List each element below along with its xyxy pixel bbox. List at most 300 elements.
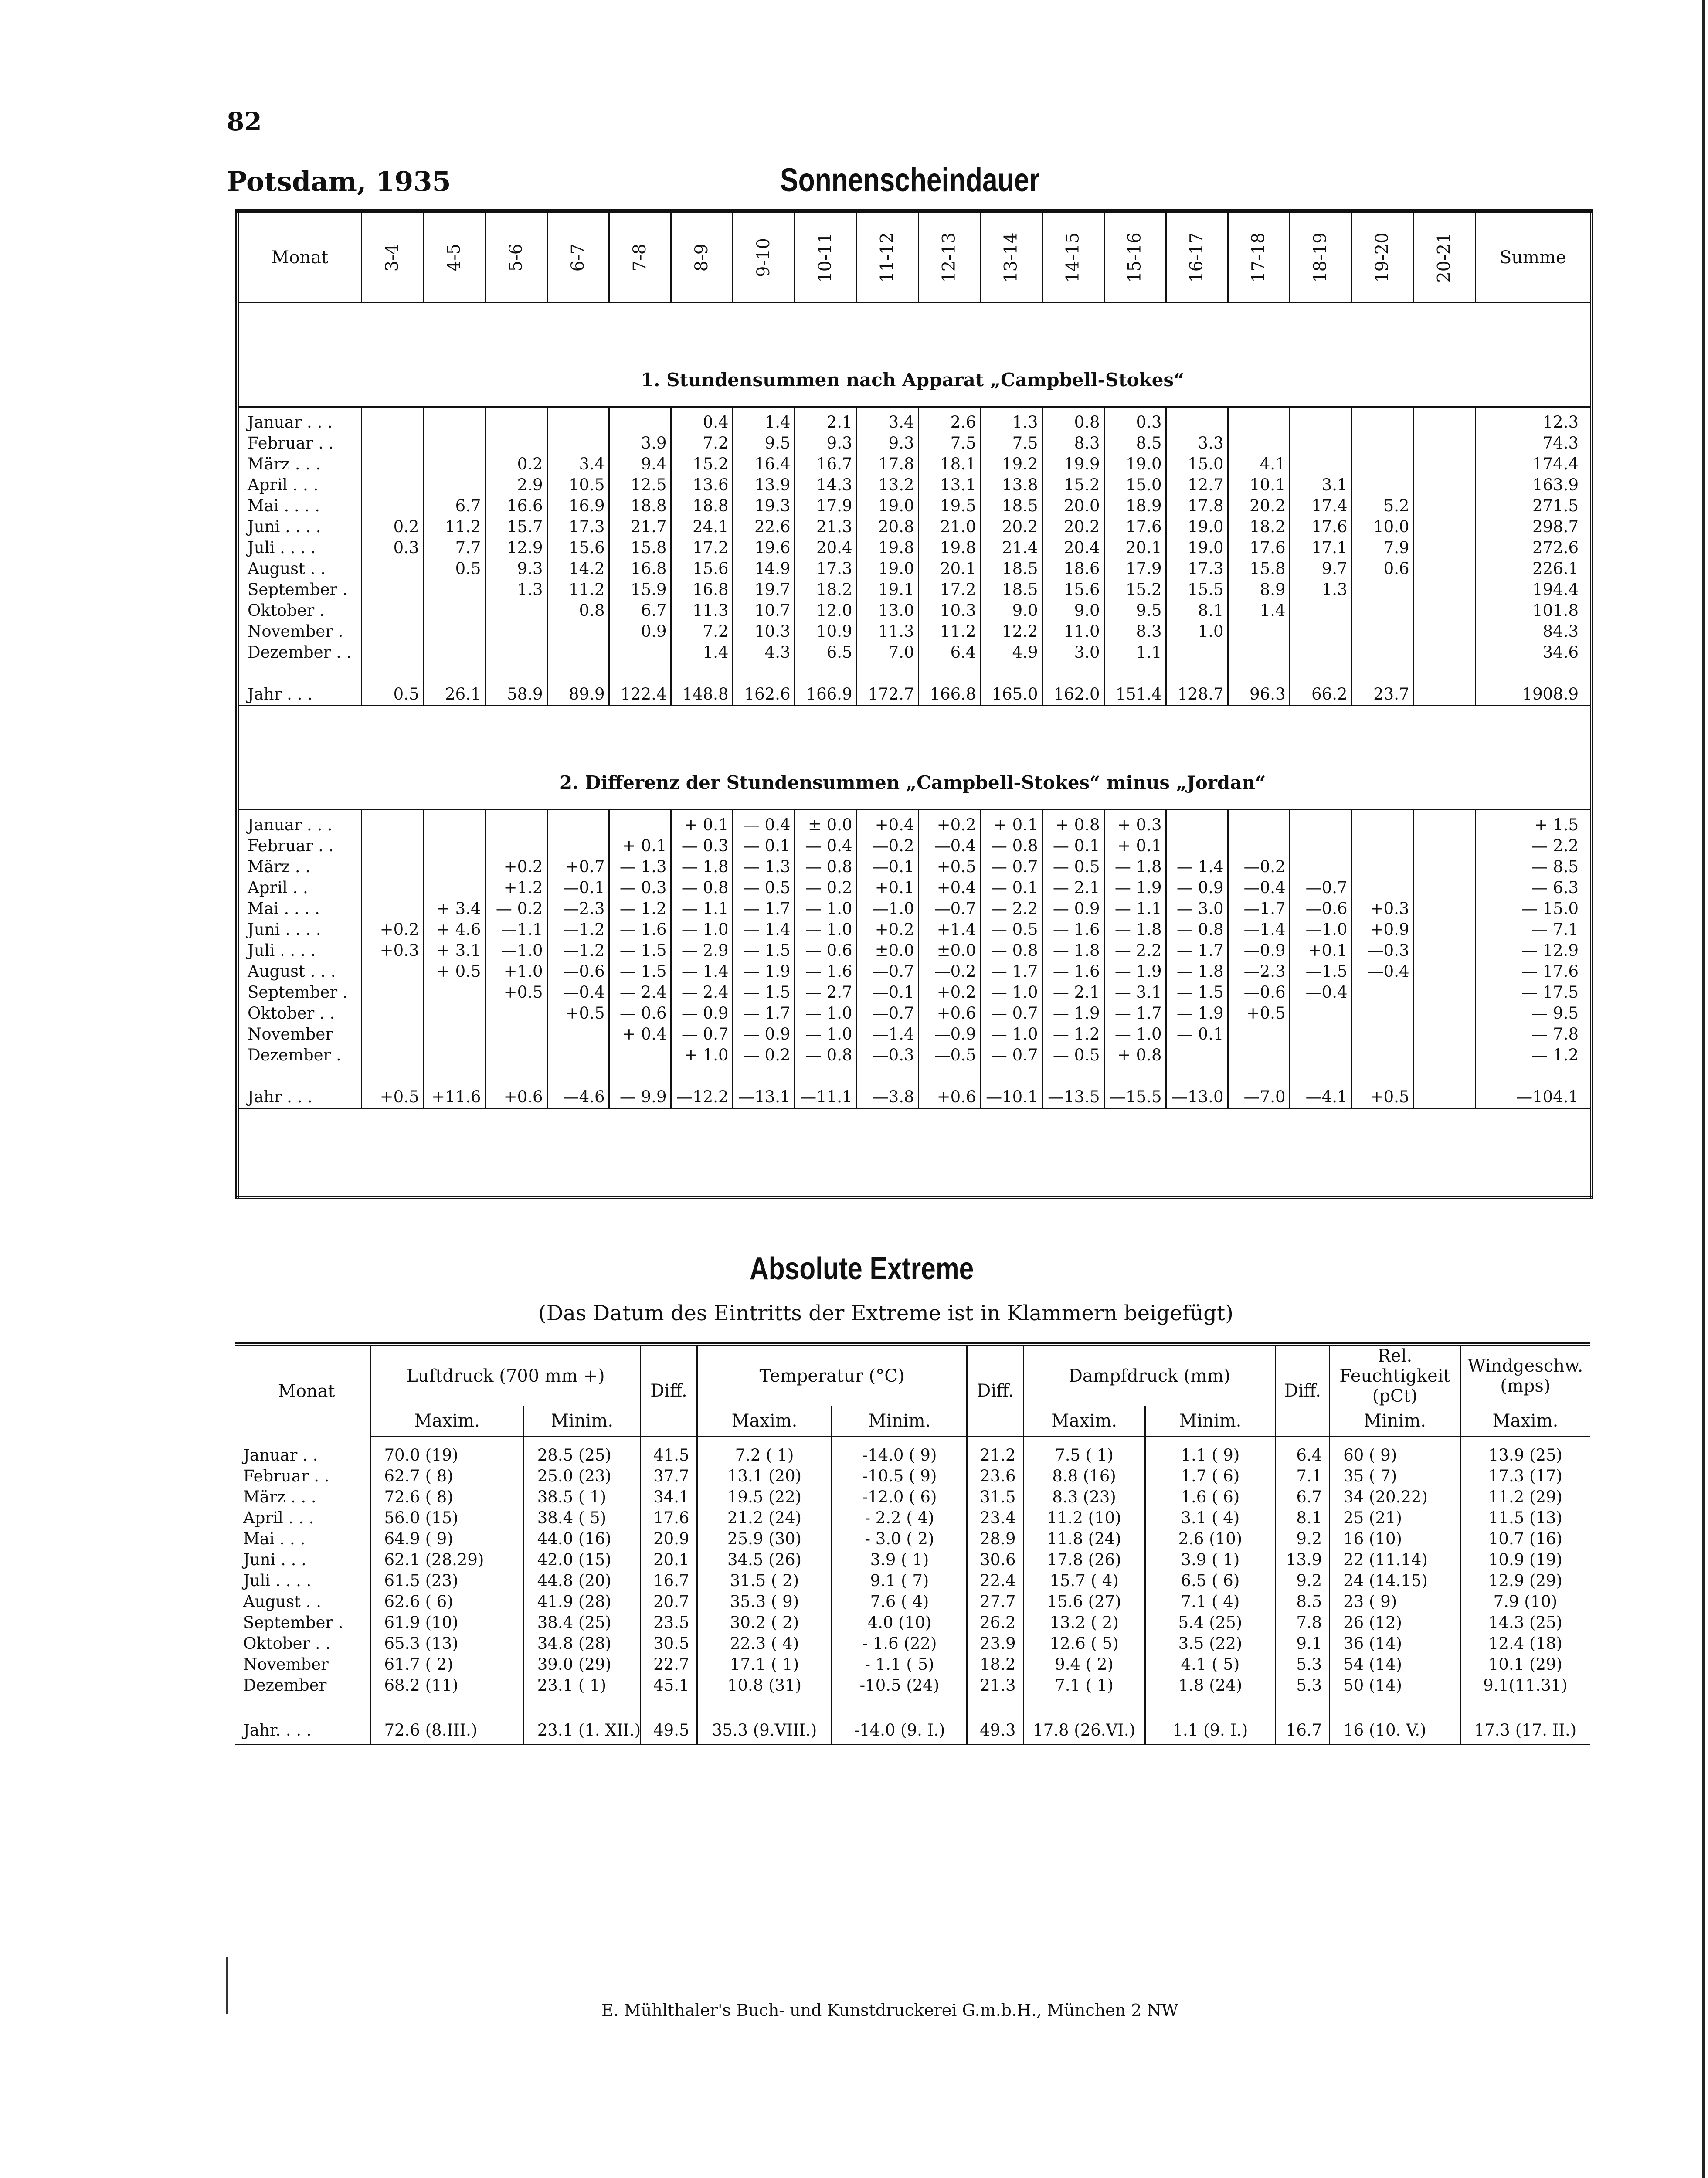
data-cell: — 1.4 [1166,856,1228,877]
year-cell: 128.7 [1166,684,1228,706]
data-cell [609,810,671,836]
ext-w-max-cell: 9.1(11.31) [1460,1675,1590,1696]
data-cell: 19.3 [733,496,795,516]
spacer [1460,1437,1590,1445]
spacer [1460,1696,1590,1717]
ext-p-min-cell: 38.4 (25) [523,1612,641,1633]
data-cell: ±0.0 [918,940,980,961]
data-cell [1351,1045,1413,1066]
data-cell: — 0.2 [485,898,547,919]
month-label: April . . [248,878,308,897]
col-header-hour [485,211,547,303]
data-cell: 1.3 [1290,579,1351,600]
ext-w-max-cell: 10.9 (19) [1460,1549,1590,1570]
spacer [1475,663,1592,684]
data-cell [423,407,485,433]
table-row [237,642,1592,663]
data-cell [423,877,485,898]
ext-v-min-cell: 7.1 ( 4) [1145,1591,1276,1612]
data-cell: 11.0 [1042,621,1104,642]
data-cell: — 2.1 [1042,982,1104,1003]
data-cell: +0.2 [918,810,980,836]
data-cell: 12.7 [1166,475,1228,496]
spacer [918,663,980,684]
spacer [1330,1696,1460,1717]
data-cell: 7.7 [423,537,485,558]
data-cell: —0.6 [1228,982,1290,1003]
data-cell: 18.2 [1228,516,1290,537]
data-cell: — 1.9 [1104,877,1166,898]
col-header-hour [547,211,609,303]
data-cell: 8.9 [1228,579,1290,600]
data-cell [361,600,423,621]
data-cell [485,1003,547,1024]
ext-header-pressure-max: Maxim. [370,1406,523,1437]
data-cell: — 3.1 [1104,982,1166,1003]
data-cell: 7.2 [671,621,733,642]
ext-p-max-cell: 64.9 ( 9) [370,1529,523,1549]
data-cell: — 0.8 [795,1045,856,1066]
data-cell: + 3.4 [423,898,485,919]
extremes-title: Absolute Extreme [750,1251,974,1286]
ext-p-diff-cell: 49.5 [641,1717,697,1745]
year-cell: —11.1 [795,1087,856,1108]
table-row [237,1024,1592,1045]
data-cell: 7.5 [918,433,980,454]
spacer [1023,1696,1145,1717]
data-cell: — 1.0 [671,919,733,940]
data-cell: 17.9 [795,496,856,516]
data-cell [1351,1024,1413,1045]
data-cell [1290,407,1351,433]
hour-label: 8-9 [691,243,712,272]
data-cell: —0.4 [1351,961,1413,982]
data-cell [547,810,609,836]
spacer [237,663,361,684]
data-cell: +0.2 [485,856,547,877]
ext-t-min-cell: -14.0 (9. I.) [832,1717,967,1745]
data-cell: 21.7 [609,516,671,537]
data-cell [1351,454,1413,475]
year-cell: —12.2 [671,1087,733,1108]
data-cell: 11.2 [423,516,485,537]
data-cell [547,642,609,663]
data-cell: 16.8 [671,579,733,600]
ext-p-max-cell: 62.6 ( 6) [370,1591,523,1612]
ext-v-max-cell: 7.1 ( 1) [1023,1675,1145,1696]
sum-cell: 101.8 [1475,600,1592,621]
sum-cell: + 1.5 [1475,810,1592,836]
ext-w-max-cell: 7.9 (10) [1460,1591,1590,1612]
ext-header-temperature-min: Minim. [832,1406,967,1437]
data-cell [485,642,547,663]
data-cell [1228,433,1290,454]
ext-p-max-cell: 61.5 (23) [370,1570,523,1591]
ext-v-max-cell: 13.2 ( 2) [1023,1612,1145,1633]
data-cell [1351,579,1413,600]
data-cell: — 0.8 [1166,919,1228,940]
ext-p-diff-cell: 41.5 [641,1445,697,1466]
data-cell [547,1024,609,1045]
data-cell: — 1.8 [1104,856,1166,877]
hour-label: 18-19 [1311,232,1331,283]
ext-header-vapor-diff: Diff. [1276,1344,1330,1437]
ext-t-diff-cell: 28.9 [967,1529,1023,1549]
data-cell: —1.0 [856,898,918,919]
spacer [609,663,671,684]
ext-v-diff-cell: 9.2 [1276,1570,1330,1591]
data-cell: 1.3 [485,579,547,600]
data-cell [361,1024,423,1045]
data-cell: — 1.0 [980,982,1042,1003]
data-cell: —1.0 [485,940,547,961]
ext-t-diff-cell: 30.6 [967,1549,1023,1570]
month-label: Februar . . [243,1467,329,1485]
spacer [733,1066,795,1087]
data-cell: 19.0 [856,558,918,579]
data-cell: — 0.7 [980,1045,1042,1066]
month-label: November [243,1655,329,1674]
col-header-hour [1166,211,1228,303]
hour-label: 4-5 [444,243,464,272]
month-label: August . . [243,1592,321,1611]
ext-t-max-cell: 31.5 ( 2) [697,1570,832,1591]
ext-t-diff-cell: 49.3 [967,1717,1023,1745]
ext-p-min-cell: 25.0 (23) [523,1466,641,1487]
data-cell: — 1.5 [1166,982,1228,1003]
year-row [237,1087,1592,1108]
data-cell: +1.0 [485,961,547,982]
month-label: November [248,1025,333,1043]
table-row [237,810,1592,836]
ext-v-min-cell: 3.1 ( 4) [1145,1508,1276,1529]
month-label: Oktober . [248,601,325,620]
spacer [1145,1696,1276,1717]
year-cell: 151.4 [1104,684,1166,706]
data-cell: 18.5 [980,579,1042,600]
data-cell: + 0.8 [1104,1045,1166,1066]
spacer [361,663,423,684]
data-cell [1290,1045,1351,1066]
ext-h-min-cell: 54 (14) [1330,1654,1460,1675]
data-cell [1413,621,1475,642]
ext-v-max-cell: 11.2 (10) [1023,1508,1145,1529]
sum-cell: 174.4 [1475,454,1592,475]
ext-p-diff-cell: 20.9 [641,1529,697,1549]
data-cell: 19.2 [980,454,1042,475]
data-cell: 0.3 [361,537,423,558]
ext-p-max-cell: 72.6 (8.III.) [370,1717,523,1745]
ext-header-month: Monat [278,1381,335,1401]
data-cell: —0.3 [856,1045,918,1066]
ext-t-diff-cell: 21.2 [967,1445,1023,1466]
section-2-title: 2. Differenz der Stundensummen „Campbell-Stokes“ minus „Jordan“ [237,706,1592,810]
month-label: Mai . . . . [248,496,320,515]
col-header-hour [733,211,795,303]
data-cell [423,579,485,600]
spacer [1228,1066,1290,1087]
data-cell: — 0.7 [980,1003,1042,1024]
data-cell [423,982,485,1003]
data-cell: — 0.2 [733,1045,795,1066]
data-cell: +0.4 [856,810,918,836]
ext-w-max-cell: 10.1 (29) [1460,1654,1590,1675]
data-cell [361,898,423,919]
data-cell: 19.8 [918,537,980,558]
table-row [237,1003,1592,1024]
data-cell: 3.9 [609,433,671,454]
ext-p-min-cell: 23.1 (1. XII.) [523,1717,641,1745]
ext-h-min-cell: 24 (14.15) [1330,1570,1460,1591]
data-cell: 15.0 [1166,454,1228,475]
month-label: August . . . [248,962,336,981]
ext-header-wind: Windgeschw. (mps) [1460,1344,1590,1406]
data-cell: 20.4 [795,537,856,558]
spacer [697,1696,832,1717]
ext-h-min-cell: 50 (14) [1330,1675,1460,1696]
data-cell [485,621,547,642]
year-cell: +0.5 [1351,1087,1413,1108]
ext-w-max-cell: 13.9 (25) [1460,1445,1590,1466]
data-cell: —0.4 [1228,877,1290,898]
data-cell [485,407,547,433]
data-cell: 12.0 [795,600,856,621]
data-cell [547,407,609,433]
data-cell [423,600,485,621]
data-cell: 9.4 [609,454,671,475]
ext-p-min-cell: 23.1 ( 1) [523,1675,641,1696]
data-cell: 19.8 [856,537,918,558]
data-cell: — 1.9 [1166,1003,1228,1024]
data-cell: 24.1 [671,516,733,537]
ext-v-diff-cell: 8.1 [1276,1508,1330,1529]
data-cell: 0.8 [1042,407,1104,433]
data-cell: 21.0 [918,516,980,537]
ext-p-min-cell: 42.0 (15) [523,1549,641,1570]
ext-v-max-cell: 7.5 ( 1) [1023,1445,1145,1466]
table-row [237,856,1592,877]
data-cell: 20.8 [856,516,918,537]
table-row [237,407,1592,433]
ext-p-diff-cell: 20.1 [641,1549,697,1570]
data-cell: 0.2 [485,454,547,475]
hour-label: 11-12 [877,232,897,283]
data-cell: +0.9 [1351,919,1413,940]
hour-label: 9-10 [754,238,774,277]
data-cell: +0.3 [1351,898,1413,919]
col-header-hour [423,211,485,303]
spacer [697,1437,832,1445]
year-cell: —13.5 [1042,1087,1104,1108]
data-cell: —1.2 [547,919,609,940]
spacer [1042,663,1104,684]
data-cell: 9.3 [795,433,856,454]
spacer [235,1437,370,1445]
ext-p-min-cell: 34.8 (28) [523,1633,641,1654]
data-cell [361,454,423,475]
data-cell: ± 0.0 [795,810,856,836]
month-label: Juni . . . [243,1550,306,1569]
data-cell: 9.5 [1104,600,1166,621]
data-cell: — 1.2 [1042,1024,1104,1045]
data-cell: — 1.4 [671,961,733,982]
data-cell: — 0.2 [795,877,856,898]
ext-p-diff-cell: 34.1 [641,1487,697,1508]
data-cell: + 1.0 [671,1045,733,1066]
data-cell: 10.3 [733,621,795,642]
col-header-hour [1228,211,1290,303]
month-label: September . [248,580,348,599]
data-cell [423,836,485,856]
month-label: März . . . [248,455,321,473]
data-cell [1413,836,1475,856]
data-cell: —0.4 [918,836,980,856]
data-cell: — 1.9 [1042,1003,1104,1024]
sum-cell: — 7.8 [1475,1024,1592,1045]
col-header-month: Monat [237,211,361,303]
data-cell [361,642,423,663]
spacer [1290,1066,1351,1087]
ext-t-max-cell: 17.1 ( 1) [697,1654,832,1675]
data-cell [1290,454,1351,475]
data-cell [609,642,671,663]
ext-v-diff-cell: 7.8 [1276,1612,1330,1633]
sum-cell: 163.9 [1475,475,1592,496]
ext-header-pressure: Luftdruck (700 mm +) [370,1344,641,1406]
year-cell: 162.6 [733,684,795,706]
month-label: Februar . . [248,434,334,452]
data-cell [361,1045,423,1066]
ext-t-min-cell: -14.0 ( 9) [832,1445,967,1466]
data-cell: — 1.4 [733,919,795,940]
ext-t-max-cell: 13.1 (20) [697,1466,832,1487]
hour-label: 17-18 [1249,232,1269,283]
spacer [1276,1696,1330,1717]
ext-w-max-cell: 11.2 (29) [1460,1487,1590,1508]
table-row [237,537,1592,558]
data-cell [485,600,547,621]
data-cell [423,1024,485,1045]
year-cell: +0.6 [485,1087,547,1108]
spacer [1042,1066,1104,1087]
spacer [1166,1066,1228,1087]
data-cell: — 1.8 [671,856,733,877]
data-cell: +0.5 [547,1003,609,1024]
data-cell: + 0.1 [671,810,733,836]
ext-h-min-cell: 26 (12) [1330,1612,1460,1633]
ext-t-min-cell: - 3.0 ( 2) [832,1529,967,1549]
data-cell: 12.5 [609,475,671,496]
data-cell: +0.5 [1228,1003,1290,1024]
data-cell: — 1.5 [733,940,795,961]
data-cell [1413,579,1475,600]
data-cell: 15.9 [609,579,671,600]
data-cell: 15.8 [1228,558,1290,579]
data-cell: 6.7 [423,496,485,516]
data-cell: 15.0 [1104,475,1166,496]
sum-cell: 271.5 [1475,496,1592,516]
ext-v-diff-cell: 9.1 [1276,1633,1330,1654]
spacer [1413,1066,1475,1087]
data-cell: 18.1 [918,454,980,475]
data-cell: +0.4 [918,877,980,898]
data-cell: — 1.0 [795,1024,856,1045]
data-cell: 8.3 [1104,621,1166,642]
table-bottom-space [237,1108,1592,1198]
data-cell: — 0.1 [733,836,795,856]
data-cell: 1.0 [1166,621,1228,642]
data-cell: — 0.9 [733,1024,795,1045]
ext-p-max-cell: 70.0 (19) [370,1445,523,1466]
ext-p-max-cell: 72.6 ( 8) [370,1487,523,1508]
year-cell: 172.7 [856,684,918,706]
sum-cell: 298.7 [1475,516,1592,537]
sunshine-table [235,209,1593,1199]
spacer [967,1437,1023,1445]
month-label: Mai . . . [243,1529,306,1548]
spacer [423,663,485,684]
data-cell [1413,558,1475,579]
data-cell: 10.0 [1351,516,1413,537]
month-label: Dezember . [248,1046,341,1064]
data-cell: 20.2 [980,516,1042,537]
spacer [1475,1066,1592,1087]
table-row [235,1445,1590,1466]
data-cell [485,836,547,856]
ext-t-max-cell: 7.2 ( 1) [697,1445,832,1466]
data-cell [1290,433,1351,454]
ext-h-min-cell: 25 (21) [1330,1508,1460,1529]
data-cell [1290,810,1351,836]
data-cell: +0.1 [856,877,918,898]
data-cell [485,433,547,454]
data-cell: — 1.0 [1104,1024,1166,1045]
data-cell: — 2.2 [980,898,1042,919]
data-cell: 4.3 [733,642,795,663]
table-row [235,1654,1590,1675]
data-cell: — 0.3 [671,836,733,856]
data-cell [1351,982,1413,1003]
hour-label: 20-21 [1434,232,1454,283]
ext-t-diff-cell: 26.2 [967,1612,1023,1633]
data-cell: 17.2 [671,537,733,558]
month-label: Juli . . . . [243,1571,312,1590]
data-cell: — 1.8 [1104,919,1166,940]
year-cell: 166.8 [918,684,980,706]
ext-v-min-cell: 6.5 ( 6) [1145,1570,1276,1591]
year-cell: 96.3 [1228,684,1290,706]
ext-t-max-cell: 10.8 (31) [697,1675,832,1696]
ext-p-min-cell: 38.5 ( 1) [523,1487,641,1508]
data-cell: 15.6 [1042,579,1104,600]
data-cell: — 2.7 [795,982,856,1003]
sum-cell: — 17.5 [1475,982,1592,1003]
data-cell [1351,836,1413,856]
data-cell: —0.4 [1290,982,1351,1003]
ext-h-min-cell: 34 (20.22) [1330,1487,1460,1508]
year-cell: +11.6 [423,1087,485,1108]
data-cell [1290,856,1351,877]
data-cell: 19.5 [918,496,980,516]
data-cell: 17.9 [1104,558,1166,579]
ext-header-vapor: Dampfdruck (mm) [1023,1344,1276,1406]
data-cell [1228,621,1290,642]
table-row [235,1508,1590,1529]
data-cell: — 0.9 [1166,877,1228,898]
ext-t-diff-cell: 31.5 [967,1487,1023,1508]
ext-p-max-cell: 65.3 (13) [370,1633,523,1654]
data-cell: 15.6 [547,537,609,558]
